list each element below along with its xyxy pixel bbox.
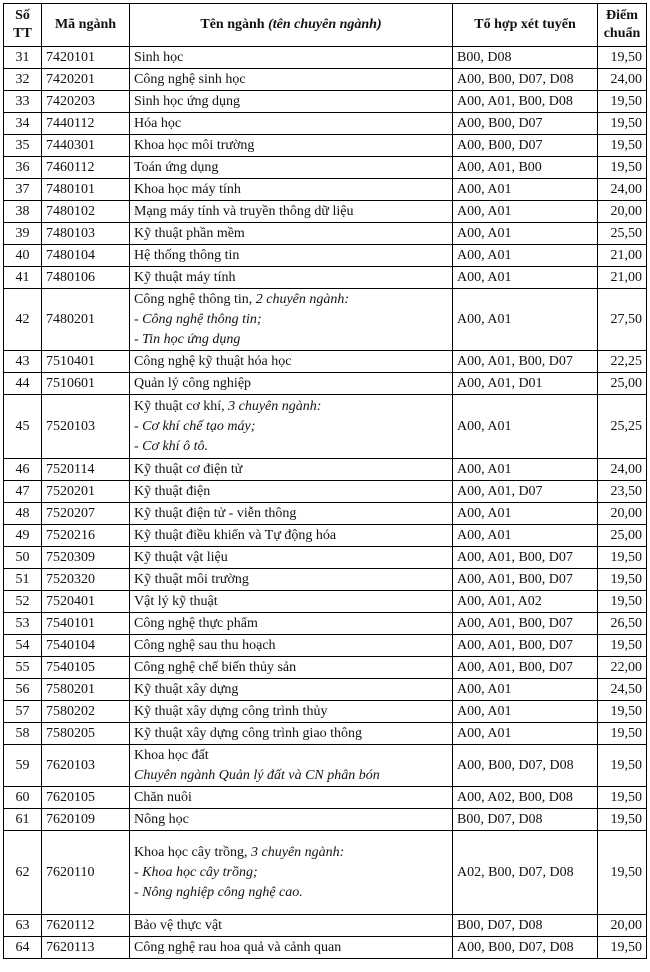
cell-ten-nganh — [130, 915, 453, 937]
table-row — [4, 635, 647, 657]
table-row — [4, 267, 647, 289]
ten-nganh-text: Công nghệ kỹ thuật hóa học — [134, 353, 292, 369]
cell-ma-nganh: 7520114 — [42, 459, 130, 481]
ten-nganh-text: Công nghệ chế biến thủy sản — [134, 659, 297, 675]
table-row — [4, 723, 647, 745]
ten-nganh-text: Kỹ thuật điện — [134, 483, 211, 499]
cell-ten-nganh — [130, 47, 453, 69]
cell-to-hop: A00, A01 — [453, 503, 598, 525]
cell-ma-nganh: 7540105 — [42, 657, 130, 679]
cell-ma-nganh: 7480102 — [42, 201, 130, 223]
cell-to-hop: A00, A01, B00, D07 — [453, 613, 598, 635]
cell-ma-nganh: 7580202 — [42, 701, 130, 723]
cell-ma-nganh: 7480106 — [42, 267, 130, 289]
cell-diem-chuan: 19,50 — [598, 701, 647, 723]
cell-stt: 53 — [4, 613, 42, 635]
ten-nganh-text: Vật lý kỹ thuật — [134, 593, 218, 609]
table-row — [4, 657, 647, 679]
ten-nganh-text: Chăn nuôi — [134, 789, 192, 805]
cell-diem-chuan: 25,25 — [598, 395, 647, 459]
cell-to-hop: A00, A01 — [453, 525, 598, 547]
cell-diem-chuan: 19,50 — [598, 591, 647, 613]
chuyen-nganh-item: Chuyên ngành Quản lý đất và CN phân bón — [134, 767, 380, 783]
ten-nganh-text: Kỹ thuật xây dựng — [134, 681, 239, 697]
cell-to-hop: A00, A01, B00, D07 — [453, 569, 598, 591]
cell-diem-chuan: 21,00 — [598, 267, 647, 289]
ten-nganh-text: Nông học — [134, 811, 189, 827]
cell-diem-chuan: 27,50 — [598, 289, 647, 351]
table-row — [4, 613, 647, 635]
cell-to-hop: A00, A01, A02 — [453, 591, 598, 613]
cell-ten-nganh — [130, 679, 453, 701]
cell-ma-nganh: 7460112 — [42, 157, 130, 179]
chuyen-nganh-item: - Khoa học cây trồng; — [134, 864, 258, 880]
cell-stt: 42 — [4, 289, 42, 351]
ten-nganh-text: Khoa học môi trường — [134, 137, 255, 153]
cell-to-hop: A00, A01, B00, D07 — [453, 351, 598, 373]
cell-stt: 49 — [4, 525, 42, 547]
cell-ma-nganh: 7480101 — [42, 179, 130, 201]
cell-diem-chuan: 19,50 — [598, 157, 647, 179]
cell-ma-nganh: 7620113 — [42, 937, 130, 959]
table-row — [4, 91, 647, 113]
cell-ma-nganh: 7520201 — [42, 481, 130, 503]
table-row — [4, 569, 647, 591]
table-row — [4, 135, 647, 157]
cell-stt: 35 — [4, 135, 42, 157]
cell-stt: 43 — [4, 351, 42, 373]
cell-ma-nganh: 7440301 — [42, 135, 130, 157]
cell-ma-nganh: 7520207 — [42, 503, 130, 525]
chuyen-nganh-item: - Cơ khí chế tạo máy; — [134, 418, 256, 434]
cell-to-hop: B00, D07, D08 — [453, 915, 598, 937]
table-row — [4, 679, 647, 701]
table-row — [4, 547, 647, 569]
table-row — [4, 937, 647, 959]
cell-to-hop: A00, A01, B00, D07 — [453, 635, 598, 657]
cell-diem-chuan: 23,50 — [598, 481, 647, 503]
header-ma-nganh: Mã ngành — [42, 4, 130, 47]
cell-ten-nganh — [130, 613, 453, 635]
cell-ma-nganh: 7420201 — [42, 69, 130, 91]
chuyen-nganh-count: 3 chuyên ngành: — [251, 844, 345, 860]
cell-ma-nganh: 7420203 — [42, 91, 130, 113]
chuyen-nganh-item: - Nông nghiệp công nghệ cao. — [134, 884, 303, 900]
header-to-hop: Tổ hợp xét tuyển — [453, 4, 598, 47]
cell-diem-chuan: 19,50 — [598, 91, 647, 113]
cell-stt: 59 — [4, 745, 42, 787]
cell-diem-chuan: 20,00 — [598, 503, 647, 525]
cell-to-hop: B00, D07, D08 — [453, 809, 598, 831]
cell-stt: 57 — [4, 701, 42, 723]
ten-nganh-text: Kỹ thuật phần mềm — [134, 225, 245, 241]
cell-stt: 61 — [4, 809, 42, 831]
cell-stt: 40 — [4, 245, 42, 267]
cell-diem-chuan: 24,50 — [598, 679, 647, 701]
cell-diem-chuan: 19,50 — [598, 937, 647, 959]
cell-ma-nganh: 7480104 — [42, 245, 130, 267]
cell-ma-nganh: 7420101 — [42, 47, 130, 69]
cell-ten-nganh — [130, 809, 453, 831]
cell-ten-nganh — [130, 635, 453, 657]
cell-diem-chuan: 19,50 — [598, 787, 647, 809]
table-row — [4, 351, 647, 373]
cell-diem-chuan: 20,00 — [598, 201, 647, 223]
cell-to-hop: B00, D08 — [453, 47, 598, 69]
cell-diem-chuan: 19,50 — [598, 635, 647, 657]
cell-ten-nganh — [130, 201, 453, 223]
cell-ten-nganh — [130, 373, 453, 395]
table-row — [4, 503, 647, 525]
ten-nganh-text: Sinh học ứng dụng — [134, 93, 240, 109]
cell-stt: 52 — [4, 591, 42, 613]
table-row — [4, 245, 647, 267]
cell-ten-nganh — [130, 267, 453, 289]
cell-to-hop: A00, A01 — [453, 395, 598, 459]
cell-ten-nganh — [130, 547, 453, 569]
header-ten-nganh: Tên ngành (tên chuyên ngành) — [130, 4, 453, 47]
cell-stt: 39 — [4, 223, 42, 245]
cell-diem-chuan: 19,50 — [598, 723, 647, 745]
ten-nganh-text: Toán ứng dụng — [134, 159, 219, 175]
cell-ten-nganh — [130, 787, 453, 809]
ten-nganh-text: Hệ thống thông tin — [134, 247, 240, 263]
cell-stt: 33 — [4, 91, 42, 113]
table-row — [4, 701, 647, 723]
cell-ten-nganh — [130, 591, 453, 613]
cell-diem-chuan: 26,50 — [598, 613, 647, 635]
cell-stt: 32 — [4, 69, 42, 91]
cell-ten-nganh — [130, 745, 453, 787]
table-row — [4, 915, 647, 937]
cell-to-hop: A00, A01 — [453, 679, 598, 701]
cell-to-hop: A00, A01 — [453, 723, 598, 745]
cell-to-hop: A00, A01 — [453, 245, 598, 267]
ten-nganh-text: Kỹ thuật xây dựng công trình thủy — [134, 703, 328, 719]
cell-stt: 60 — [4, 787, 42, 809]
cell-ma-nganh: 7510601 — [42, 373, 130, 395]
ten-nganh-text: Khoa học máy tính — [134, 181, 241, 197]
ten-nganh-text: Kỹ thuật điện tử - viễn thông — [134, 505, 297, 521]
table-row — [4, 201, 647, 223]
cell-diem-chuan: 22,00 — [598, 657, 647, 679]
cell-diem-chuan: 25,00 — [598, 373, 647, 395]
cell-ten-nganh — [130, 91, 453, 113]
table-row — [4, 481, 647, 503]
chuyen-nganh-count: 3 chuyên ngành: — [228, 398, 322, 414]
header-ten-nganh-note: (tên chuyên ngành) — [268, 17, 382, 32]
cell-to-hop: A00, A01, D01 — [453, 373, 598, 395]
cell-ma-nganh: 7520103 — [42, 395, 130, 459]
cell-stt: 44 — [4, 373, 42, 395]
cell-diem-chuan: 19,50 — [598, 831, 647, 915]
table-row — [4, 157, 647, 179]
table-row — [4, 373, 647, 395]
ten-nganh-text: Kỹ thuật máy tính — [134, 269, 236, 285]
cell-ten-nganh — [130, 289, 453, 351]
cell-to-hop: A00, A01 — [453, 201, 598, 223]
header-stt: Số TT — [4, 4, 42, 47]
cell-stt: 31 — [4, 47, 42, 69]
cell-ten-nganh — [130, 395, 453, 459]
table-row — [4, 69, 647, 91]
cell-to-hop: A00, A01, B00, D07 — [453, 547, 598, 569]
cell-stt: 54 — [4, 635, 42, 657]
cell-to-hop: A00, A01, B00 — [453, 157, 598, 179]
table-row — [4, 525, 647, 547]
table-row — [4, 179, 647, 201]
cell-ma-nganh: 7520401 — [42, 591, 130, 613]
cell-ten-nganh — [130, 69, 453, 91]
cell-stt: 48 — [4, 503, 42, 525]
cell-to-hop: A00, A01, B00, D07 — [453, 657, 598, 679]
table-header-row — [4, 4, 647, 47]
cell-ma-nganh: 7620110 — [42, 831, 130, 915]
cell-stt: 50 — [4, 547, 42, 569]
table-row — [4, 223, 647, 245]
ten-nganh-text: Bảo vệ thực vật — [134, 917, 223, 933]
cell-ten-nganh — [130, 723, 453, 745]
ten-nganh-text: Công nghệ sau thu hoạch — [134, 637, 276, 653]
header-diem-chuan: Điểm chuẩn — [598, 4, 647, 47]
table-row — [4, 395, 647, 459]
ten-nganh-text: Kỹ thuật cơ khí, — [134, 398, 225, 414]
cell-stt: 37 — [4, 179, 42, 201]
cell-diem-chuan: 19,50 — [598, 569, 647, 591]
table-row — [4, 47, 647, 69]
cell-to-hop: A00, A02, B00, D08 — [453, 787, 598, 809]
cell-diem-chuan: 21,00 — [598, 245, 647, 267]
cell-to-hop: A00, A01, D07 — [453, 481, 598, 503]
cell-stt: 41 — [4, 267, 42, 289]
ten-nganh-text: Công nghệ thông tin, — [134, 291, 253, 307]
cell-to-hop: A00, A01, B00, D08 — [453, 91, 598, 113]
cell-stt: 51 — [4, 569, 42, 591]
cell-ma-nganh: 7540104 — [42, 635, 130, 657]
cell-to-hop: A00, A01 — [453, 223, 598, 245]
cell-stt: 58 — [4, 723, 42, 745]
ten-nganh-text: Hóa học — [134, 115, 182, 131]
cell-diem-chuan: 19,50 — [598, 47, 647, 69]
ten-nganh-text: Kỹ thuật điều khiển và Tự động hóa — [134, 527, 337, 543]
cell-ten-nganh — [130, 525, 453, 547]
chuyen-nganh-item: - Tin học ứng dụng — [134, 331, 241, 347]
ten-nganh-text: Công nghệ sinh học — [134, 71, 246, 87]
cell-ma-nganh: 7480201 — [42, 289, 130, 351]
cell-diem-chuan: 24,00 — [598, 69, 647, 91]
table-row — [4, 809, 647, 831]
cell-diem-chuan: 19,50 — [598, 547, 647, 569]
cell-stt: 55 — [4, 657, 42, 679]
cell-stt: 46 — [4, 459, 42, 481]
ten-nganh-text: Kỹ thuật xây dựng công trình giao thông — [134, 725, 363, 741]
cell-ten-nganh — [130, 113, 453, 135]
cell-diem-chuan: 25,50 — [598, 223, 647, 245]
cell-ma-nganh: 7540101 — [42, 613, 130, 635]
table-row — [4, 787, 647, 809]
cell-ma-nganh: 7580205 — [42, 723, 130, 745]
cell-ten-nganh — [130, 701, 453, 723]
cell-ten-nganh — [130, 179, 453, 201]
cell-stt: 56 — [4, 679, 42, 701]
cell-stt: 63 — [4, 915, 42, 937]
ten-nganh-text: Công nghệ thực phẩm — [134, 615, 258, 631]
cell-ma-nganh: 7520216 — [42, 525, 130, 547]
cell-ten-nganh — [130, 657, 453, 679]
ten-nganh-text: Kỹ thuật vật liệu — [134, 549, 228, 565]
cell-ten-nganh — [130, 481, 453, 503]
cell-diem-chuan: 19,50 — [598, 135, 647, 157]
table-row — [4, 289, 647, 351]
cell-to-hop: A00, B00, D07, D08 — [453, 745, 598, 787]
cell-ma-nganh: 7440112 — [42, 113, 130, 135]
cell-stt: 62 — [4, 831, 42, 915]
cell-ten-nganh — [130, 569, 453, 591]
ten-nganh-text: Quản lý công nghiệp — [134, 375, 252, 391]
table-row — [4, 831, 647, 915]
cell-ma-nganh: 7620105 — [42, 787, 130, 809]
cell-ten-nganh — [130, 937, 453, 959]
ten-nganh-text: Mạng máy tính và truyền thông dữ liệu — [134, 203, 354, 219]
cell-ten-nganh — [130, 157, 453, 179]
cell-stt: 36 — [4, 157, 42, 179]
cell-ma-nganh: 7580201 — [42, 679, 130, 701]
cell-stt: 45 — [4, 395, 42, 459]
cell-stt: 34 — [4, 113, 42, 135]
cell-ma-nganh: 7510401 — [42, 351, 130, 373]
cell-to-hop: A00, A01 — [453, 179, 598, 201]
cell-diem-chuan: 25,00 — [598, 525, 647, 547]
cell-diem-chuan: 19,50 — [598, 113, 647, 135]
cell-diem-chuan: 19,50 — [598, 745, 647, 787]
ten-nganh-text: Công nghệ rau hoa quả và cảnh quan — [134, 939, 342, 955]
cell-to-hop: A00, A01 — [453, 701, 598, 723]
cell-ten-nganh — [130, 503, 453, 525]
chuyen-nganh-item: - Cơ khí ô tô. — [134, 438, 208, 454]
table-row — [4, 745, 647, 787]
chuyen-nganh-item: - Công nghệ thông tin; — [134, 311, 262, 327]
table-row — [4, 459, 647, 481]
cell-ten-nganh — [130, 245, 453, 267]
cell-diem-chuan: 24,00 — [598, 459, 647, 481]
cell-to-hop: A00, B00, D07, D08 — [453, 937, 598, 959]
cell-ten-nganh — [130, 351, 453, 373]
cell-stt: 38 — [4, 201, 42, 223]
cell-ma-nganh: 7620103 — [42, 745, 130, 787]
cell-diem-chuan: 22,25 — [598, 351, 647, 373]
cell-diem-chuan: 24,00 — [598, 179, 647, 201]
cell-to-hop: A00, A01 — [453, 459, 598, 481]
cell-ten-nganh — [130, 459, 453, 481]
admission-score-table — [3, 3, 647, 959]
cell-to-hop: A00, B00, D07 — [453, 135, 598, 157]
cell-to-hop: A00, A01 — [453, 267, 598, 289]
cell-to-hop: A00, A01 — [453, 289, 598, 351]
cell-ma-nganh: 7480103 — [42, 223, 130, 245]
cell-ten-nganh — [130, 135, 453, 157]
cell-diem-chuan: 20,00 — [598, 915, 647, 937]
cell-ma-nganh: 7620109 — [42, 809, 130, 831]
cell-to-hop: A00, B00, D07, D08 — [453, 69, 598, 91]
cell-ma-nganh: 7620112 — [42, 915, 130, 937]
ten-nganh-text: Khoa học cây trồng, — [134, 844, 248, 860]
cell-ten-nganh — [130, 831, 453, 915]
table-row — [4, 591, 647, 613]
cell-ma-nganh: 7520309 — [42, 547, 130, 569]
cell-to-hop: A00, B00, D07 — [453, 113, 598, 135]
cell-stt: 64 — [4, 937, 42, 959]
ten-nganh-text: Khoa học đất — [134, 747, 209, 763]
cell-ma-nganh: 7520320 — [42, 569, 130, 591]
ten-nganh-text: Kỹ thuật môi trường — [134, 571, 249, 587]
ten-nganh-text: Sinh học — [134, 49, 184, 65]
chuyen-nganh-count: 2 chuyên ngành: — [255, 291, 350, 307]
table-row — [4, 113, 647, 135]
cell-stt: 47 — [4, 481, 42, 503]
cell-diem-chuan: 19,50 — [598, 809, 647, 831]
cell-to-hop: A02, B00, D07, D08 — [453, 831, 598, 915]
cell-ten-nganh — [130, 223, 453, 245]
ten-nganh-text: Kỹ thuật cơ điện tử — [134, 461, 243, 477]
